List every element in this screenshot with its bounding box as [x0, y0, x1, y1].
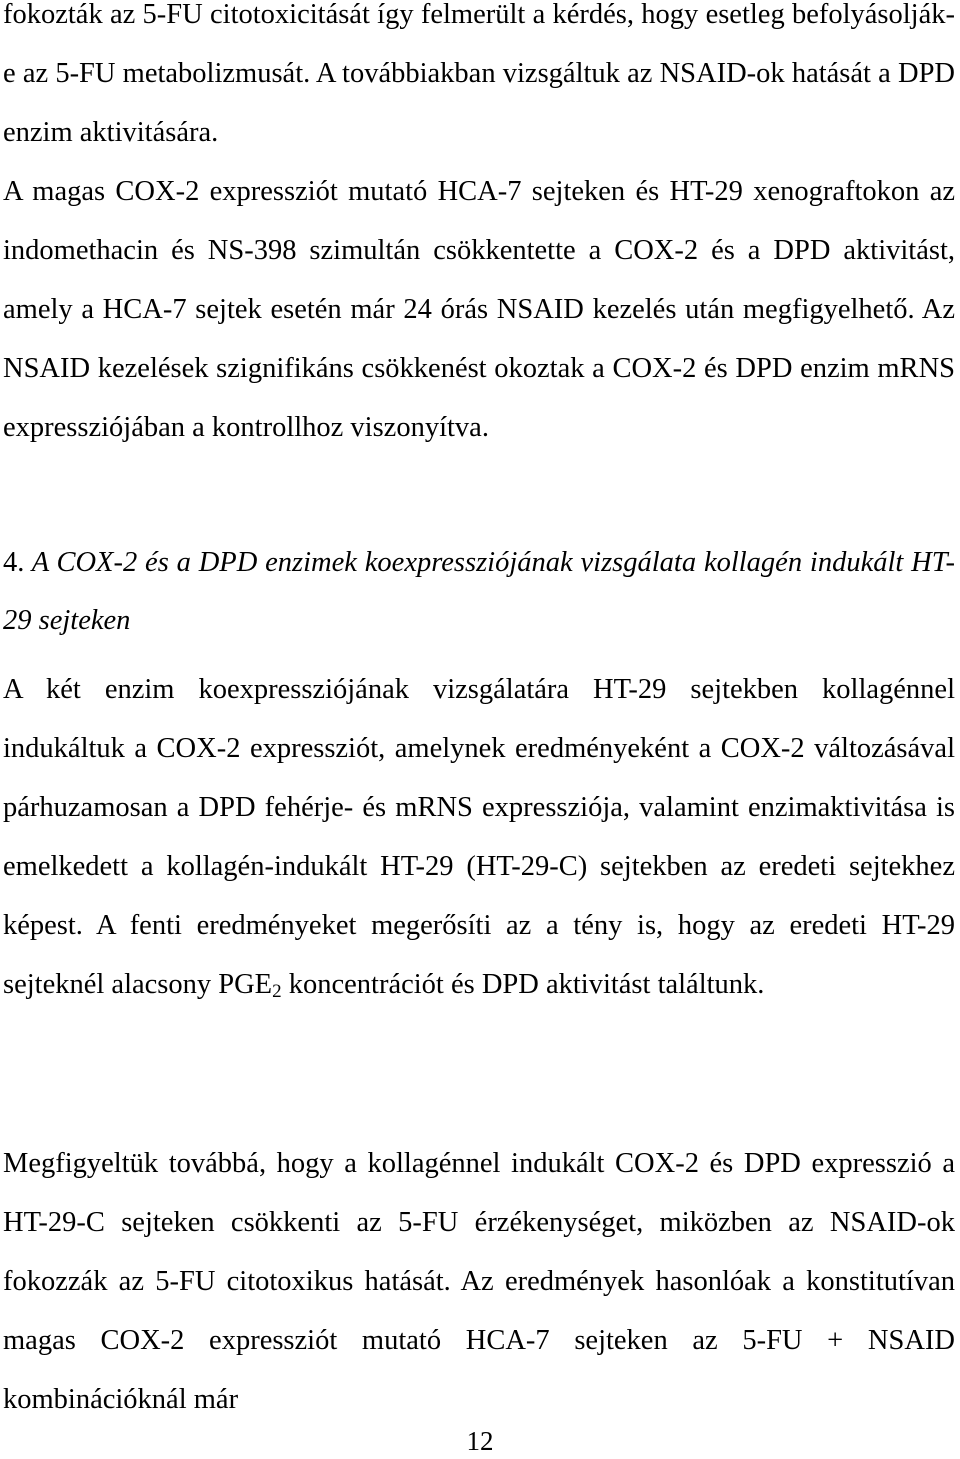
paragraph-coexpression — [3, 660, 955, 1014]
paragraph-coexpression-text: A két enzim koexpressziójának vizsgálatára HT-29 sejtekben kollagénnel indukáltuk a COX-2 expressziót, amelynek eredményeként a COX-2 változásával párhuzamosan a DPD fehérje- és mRNS expressziója, valamint enzimaktivitása is emelkedett a kollagén-indukált HT-29 (HT-29-C) sejtekben az eredeti sejtekhez képest. A fenti eredményeket megerősíti az a tény is, hogy az eredeti HT-29 sejteknél alacsony PGE — [3, 674, 955, 1000]
paragraph-cox2-hca7: A magas COX-2 expressziót mutató HCA-7 sejteken és HT-29 xenograftokon az indomethacin és NS-398 szimultán csökkentette a COX-2 és a DPD aktivitást, amely a HCA-7 sejtek esetén már 24 órás NSAID kezelés után megfigyelhető. Az NSAID kezelések szignifikáns csökkenést okoztak a COX-2 és DPD enzim mRNS expressziójában a kontrollhoz viszonyítva. — [3, 176, 955, 443]
section-number: 4. — [3, 547, 25, 578]
section-heading — [3, 534, 955, 650]
subscript-two: 2 — [272, 981, 282, 1002]
paragraph-coexpression-tail: koncentrációt és DPD aktivitást találtunk. — [281, 969, 765, 1000]
page-number: 12 — [466, 1426, 494, 1456]
section-title: A COX-2 és a DPD enzimek koexpressziójának vizsgálata kollagén indukált HT-29 sejteken — [3, 547, 955, 636]
paragraph-intro: fokozták az 5-FU citotoxicitását így felmerült a kérdés, hogy esetleg befolyásolják-e az 5-FU metabolizmusát. A továbbiakban vizsgáltuk az NSAID-ok hatását a DPD enzim aktivitására. — [3, 0, 955, 148]
paragraph-observation: Megfigyeltük továbbá, hogy a kollagénnel indukált COX-2 és DPD expresszió a HT-29-C sejteken csökkenti az 5-FU érzékenységet, miközben az NSAID-ok fokozzák az 5-FU citotoxikus hatását. Az eredmények hasonlóak a konstitutívan magas COX-2 expressziót mutató HCA-7 sejteken az 5-FU + NSAID kombinációknál már — [3, 1148, 955, 1415]
